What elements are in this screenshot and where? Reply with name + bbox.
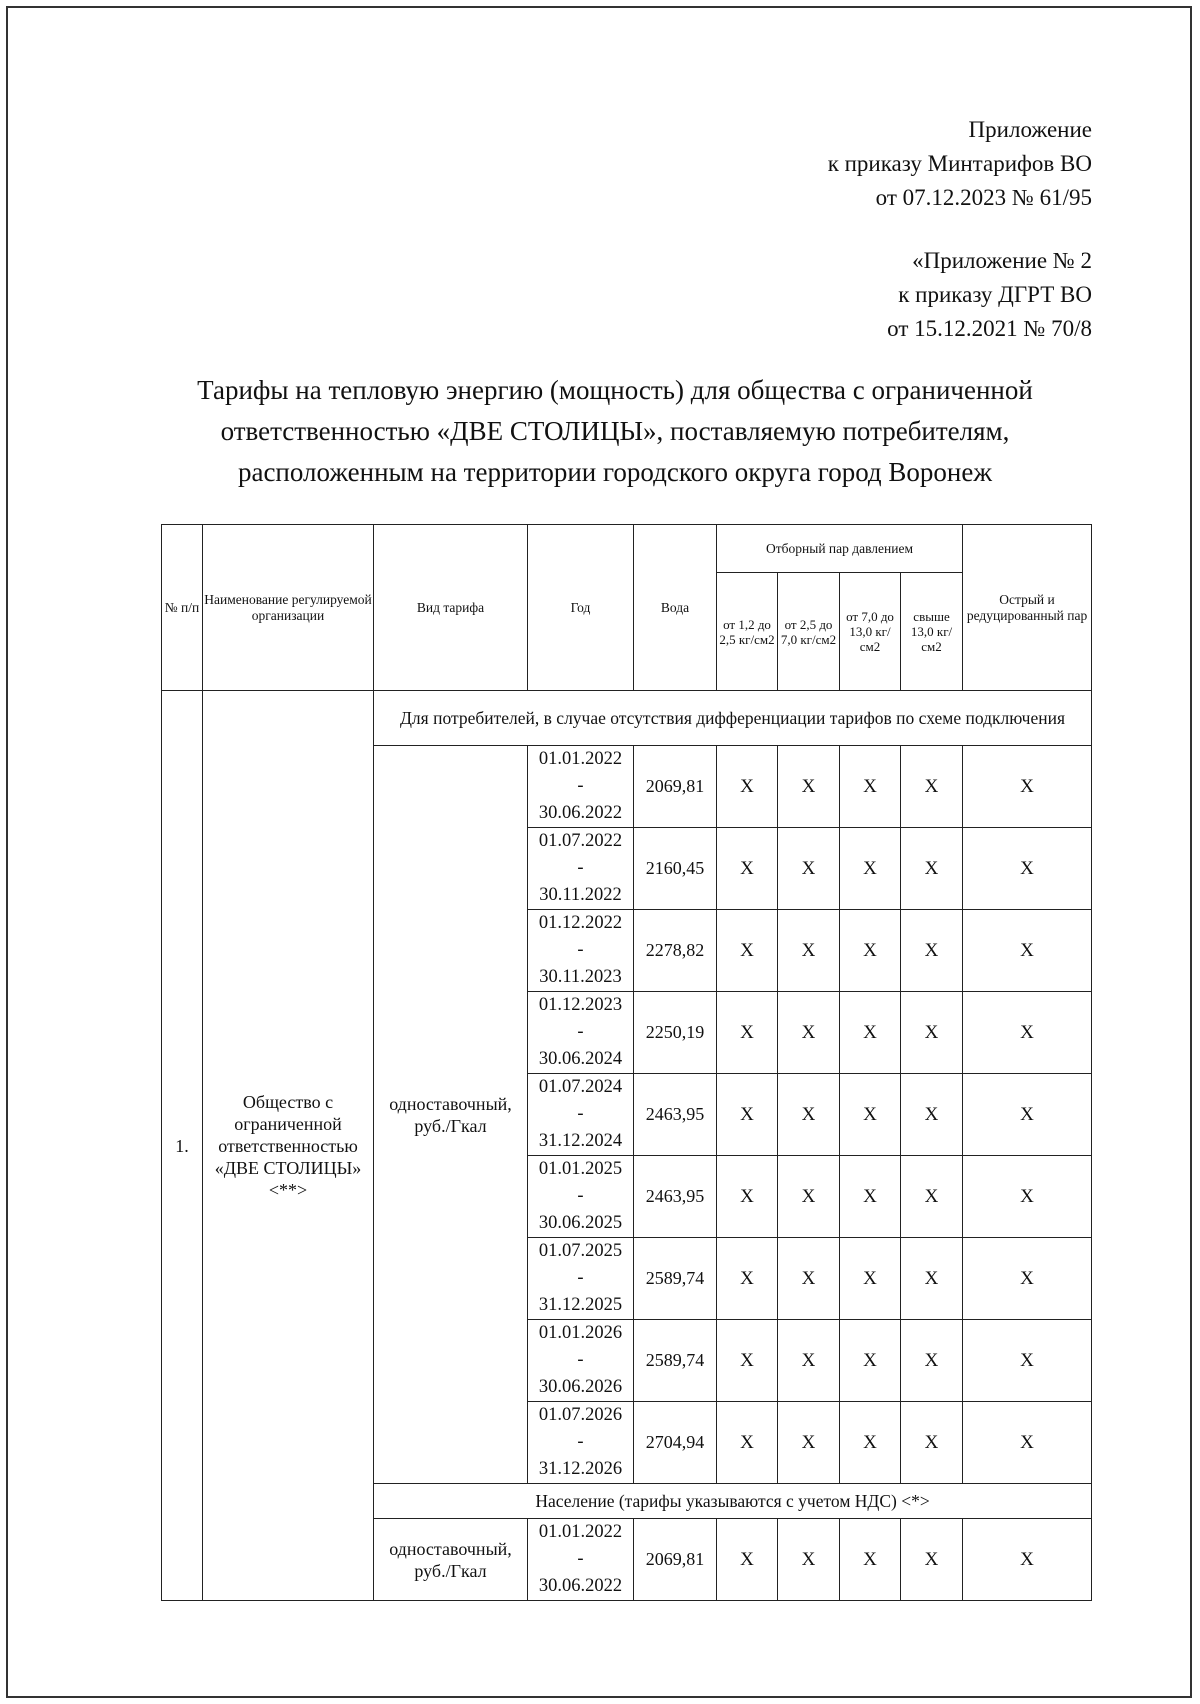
- section-heading: Население (тарифы указываются с учетом НДС) <*>: [374, 1484, 1092, 1519]
- steam-2-value: Х: [778, 828, 840, 910]
- appendix-reference: [828, 113, 1092, 215]
- tariffs-body: [162, 691, 1092, 1601]
- steam-3-value: Х: [840, 910, 901, 992]
- period-end: 30.06.2026: [538, 1377, 623, 1397]
- period-sep: -: [577, 940, 584, 960]
- steam-4-value: Х: [901, 1519, 963, 1601]
- steam-4-value: Х: [901, 828, 963, 910]
- row-number: 1.: [162, 691, 203, 1601]
- steam-4-value: Х: [901, 1074, 963, 1156]
- period-sep: -: [577, 1549, 584, 1569]
- period-cell: [528, 1519, 634, 1601]
- header-year: Год: [528, 525, 634, 691]
- document-title: [150, 370, 1080, 493]
- period-cell: [528, 746, 634, 828]
- sharp-steam-value: Х: [963, 828, 1092, 910]
- appendix-original-reference: [887, 244, 1092, 346]
- steam-1-value: Х: [717, 1402, 778, 1484]
- steam-1-value: Х: [717, 1074, 778, 1156]
- tariff-kind: одноставочный, руб./Гкал: [374, 1519, 528, 1601]
- steam-3-value: Х: [840, 1074, 901, 1156]
- steam-4-value: Х: [901, 1238, 963, 1320]
- water-tariff-value: 2463,95: [634, 1074, 717, 1156]
- period-cell: [528, 1074, 634, 1156]
- period-sep: -: [577, 1268, 584, 1288]
- steam-2-value: Х: [778, 746, 840, 828]
- steam-4-value: Х: [901, 910, 963, 992]
- period-start: 01.12.2023: [538, 995, 623, 1015]
- steam-4-value: Х: [901, 746, 963, 828]
- period-cell: [528, 1156, 634, 1238]
- title-line: Тарифы на тепловую энергию (мощность) для общества с ограниченной: [197, 375, 1033, 405]
- period-start: 01.07.2026: [538, 1405, 623, 1425]
- steam-1-value: Х: [717, 992, 778, 1074]
- period-cell: [528, 910, 634, 992]
- period-start: 01.01.2022: [538, 1522, 623, 1542]
- sharp-steam-value: Х: [963, 1156, 1092, 1238]
- steam-2-value: Х: [778, 1519, 840, 1601]
- period-end: 31.12.2025: [538, 1295, 623, 1315]
- appendix-line: «Приложение № 2: [912, 248, 1092, 273]
- steam-1-value: Х: [717, 910, 778, 992]
- section-heading: Для потребителей, в случае отсутствия дифференциации тарифов по схеме подключения: [374, 691, 1092, 746]
- steam-2-value: Х: [778, 992, 840, 1074]
- header-steam-2: от 2,5 до 7,0 кг/см2: [778, 573, 840, 691]
- period-start: 01.07.2024: [538, 1077, 623, 1097]
- period-cell: [528, 1238, 634, 1320]
- period-start: 01.12.2022: [538, 913, 623, 933]
- organization-name: Общество с ограниченной ответственностью «ДВЕ СТОЛИЦЫ» <**>: [203, 691, 374, 1601]
- period-start: 01.07.2022: [538, 831, 623, 851]
- steam-1-value: Х: [717, 1156, 778, 1238]
- period-end: 30.06.2022: [538, 803, 623, 823]
- sharp-steam-value: Х: [963, 910, 1092, 992]
- period-sep: -: [577, 1432, 584, 1452]
- header-steam-4: свыше 13,0 кг/см2: [901, 573, 963, 691]
- sharp-steam-value: Х: [963, 1402, 1092, 1484]
- steam-1-value: Х: [717, 1238, 778, 1320]
- water-tariff-value: 2278,82: [634, 910, 717, 992]
- period-start: 01.07.2025: [538, 1241, 623, 1261]
- steam-1-value: Х: [717, 1320, 778, 1402]
- period-end: 30.06.2024: [538, 1049, 623, 1069]
- steam-4-value: Х: [901, 1402, 963, 1484]
- water-tariff-value: 2069,81: [634, 746, 717, 828]
- period-start: 01.01.2022: [538, 749, 623, 769]
- sharp-steam-value: Х: [963, 1320, 1092, 1402]
- steam-3-value: Х: [840, 746, 901, 828]
- steam-2-value: Х: [778, 910, 840, 992]
- water-tariff-value: 2250,19: [634, 992, 717, 1074]
- water-tariff-value: 2463,95: [634, 1156, 717, 1238]
- appendix-line: от 15.12.2021 № 70/8: [887, 316, 1092, 341]
- steam-2-value: Х: [778, 1238, 840, 1320]
- period-sep: -: [577, 1186, 584, 1206]
- steam-1-value: Х: [717, 828, 778, 910]
- steam-1-value: Х: [717, 746, 778, 828]
- appendix-line: Приложение: [968, 117, 1092, 142]
- period-end: 30.06.2022: [538, 1576, 623, 1596]
- header-water: Вода: [634, 525, 717, 691]
- period-cell: [528, 1402, 634, 1484]
- sharp-steam-value: Х: [963, 992, 1092, 1074]
- header-steam-3: от 7,0 до 13,0 кг/см2: [840, 573, 901, 691]
- steam-4-value: Х: [901, 992, 963, 1074]
- period-start: 01.01.2025: [538, 1159, 623, 1179]
- period-cell: [528, 992, 634, 1074]
- title-line: расположенным на территории городского округа город Воронеж: [237, 457, 993, 487]
- steam-1-value: Х: [717, 1519, 778, 1601]
- water-tariff-value: 2069,81: [634, 1519, 717, 1601]
- steam-3-value: Х: [840, 1402, 901, 1484]
- period-sep: -: [577, 858, 584, 878]
- period-end: 30.11.2022: [539, 885, 622, 905]
- appendix-line: к приказу ДГРТ ВО: [898, 282, 1092, 307]
- steam-3-value: Х: [840, 1320, 901, 1402]
- steam-2-value: Х: [778, 1320, 840, 1402]
- water-tariff-value: 2704,94: [634, 1402, 717, 1484]
- period-cell: [528, 1320, 634, 1402]
- steam-4-value: Х: [901, 1156, 963, 1238]
- sharp-steam-value: Х: [963, 746, 1092, 828]
- header-steam-1: от 1,2 до 2,5 кг/см2: [717, 573, 778, 691]
- steam-3-value: Х: [840, 992, 901, 1074]
- sharp-steam-value: Х: [963, 1519, 1092, 1601]
- tariffs-table: [161, 524, 1092, 1601]
- tariff-kind: одноставочный, руб./Гкал: [374, 746, 528, 1484]
- appendix-line: от 07.12.2023 № 61/95: [875, 185, 1092, 210]
- title-line: ответственностью «ДВЕ СТОЛИЦЫ», поставляемую потребителям,: [220, 416, 1010, 446]
- period-start: 01.01.2026: [538, 1323, 623, 1343]
- period-sep: -: [577, 776, 584, 796]
- steam-3-value: Х: [840, 1519, 901, 1601]
- sharp-steam-value: Х: [963, 1238, 1092, 1320]
- period-cell: [528, 828, 634, 910]
- header-sharp-steam: Острый и редуцированный пар: [963, 525, 1092, 691]
- steam-4-value: Х: [901, 1320, 963, 1402]
- period-end: 30.11.2023: [539, 967, 622, 987]
- steam-2-value: Х: [778, 1074, 840, 1156]
- header-num: № п/п: [162, 525, 203, 691]
- steam-2-value: Х: [778, 1402, 840, 1484]
- steam-3-value: Х: [840, 1238, 901, 1320]
- water-tariff-value: 2589,74: [634, 1320, 717, 1402]
- period-end: 31.12.2026: [538, 1459, 623, 1479]
- steam-3-value: Х: [840, 828, 901, 910]
- header-tariff-kind: Вид тарифа: [374, 525, 528, 691]
- water-tariff-value: 2589,74: [634, 1238, 717, 1320]
- appendix-line: к приказу Минтарифов ВО: [827, 151, 1092, 176]
- header-organization: Наименование регулируемой организации: [203, 525, 374, 691]
- period-end: 30.06.2025: [538, 1213, 623, 1233]
- period-sep: -: [577, 1104, 584, 1124]
- sharp-steam-value: Х: [963, 1074, 1092, 1156]
- header-steam-group: Отборный пар давлением: [717, 525, 963, 573]
- water-tariff-value: 2160,45: [634, 828, 717, 910]
- steam-2-value: Х: [778, 1156, 840, 1238]
- period-sep: -: [577, 1350, 584, 1370]
- period-sep: -: [577, 1022, 584, 1042]
- steam-3-value: Х: [840, 1156, 901, 1238]
- period-end: 31.12.2024: [538, 1131, 623, 1151]
